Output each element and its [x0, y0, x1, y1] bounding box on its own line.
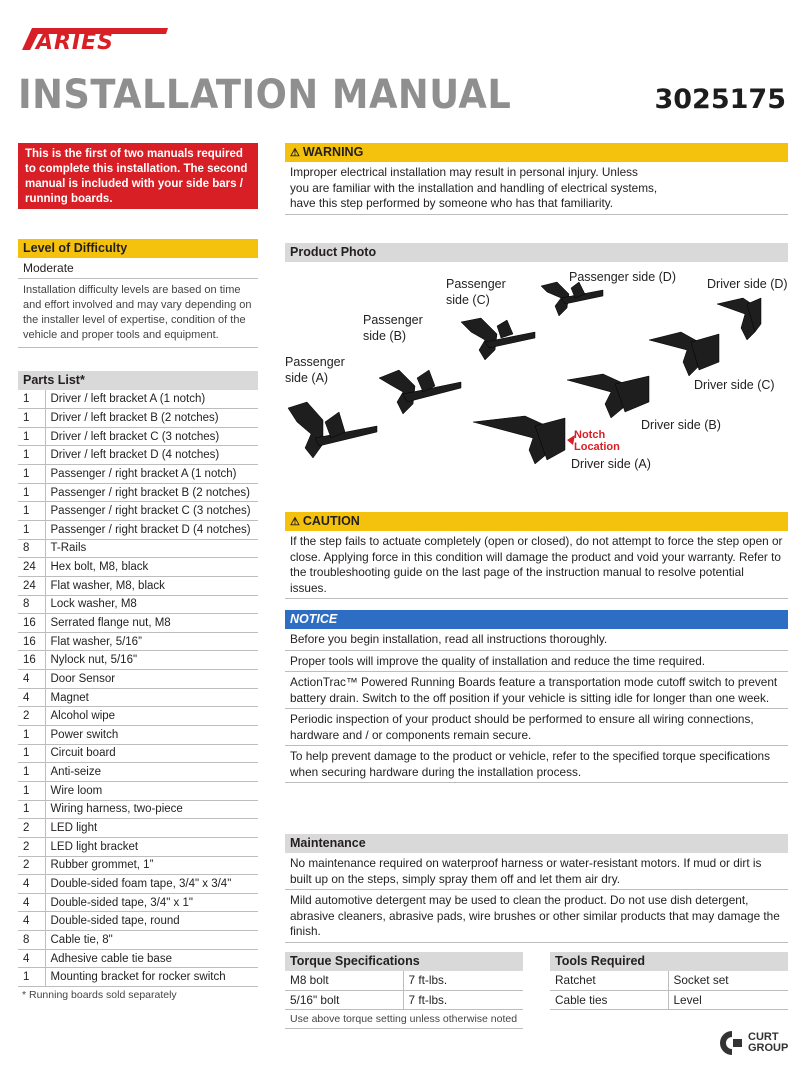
part-qty: 8	[18, 931, 45, 950]
part-qty: 1	[18, 390, 45, 409]
warning-section	[285, 143, 788, 215]
warning-title: WARNING	[302, 145, 364, 159]
part-name: Wiring harness, two-piece	[45, 800, 258, 819]
part-name: LED light bracket	[45, 837, 258, 856]
part-qty: 1	[18, 409, 45, 428]
part-name: Lock washer, M8	[45, 595, 258, 614]
difficulty-level: Moderate	[18, 258, 258, 279]
part-qty: 4	[18, 949, 45, 968]
part-qty: 16	[18, 614, 45, 633]
part-name: Anti-seize	[45, 763, 258, 782]
aries-logo	[18, 20, 170, 54]
notice-item: Before you begin installation, read all instructions thoroughly.	[285, 629, 788, 651]
part-name: Nylock nut, 5/16"	[45, 651, 258, 670]
part-name: Cable tie, 8"	[45, 931, 258, 950]
part-name: Driver / left bracket C (3 notches)	[45, 427, 258, 446]
parts-list-heading: Parts List*	[18, 371, 258, 390]
part-qty: 1	[18, 800, 45, 819]
part-qty: 1	[18, 726, 45, 745]
notice-item: Proper tools will improve the quality of installation and reduce the time required.	[285, 651, 788, 673]
part-qty: 8	[18, 595, 45, 614]
part-qty: 4	[18, 893, 45, 912]
label-notch-location: Notch Location	[574, 429, 620, 453]
label-passenger-d: Passenger side (D)	[569, 270, 676, 284]
table-row	[18, 651, 258, 670]
table-row	[18, 931, 258, 950]
label-driver-d: Driver side (D)	[707, 277, 788, 291]
table-row	[18, 427, 258, 446]
label-driver-c: Driver side (C)	[694, 378, 775, 392]
part-name: Adhesive cable tie base	[45, 949, 258, 968]
part-qty: 1	[18, 781, 45, 800]
tool-item: Level	[668, 990, 788, 1009]
torque-item: M8 bolt	[285, 971, 403, 990]
curt-logo-icon	[720, 1030, 744, 1056]
caution-heading	[285, 512, 788, 531]
table-row	[18, 856, 258, 875]
table-row	[18, 819, 258, 838]
table-row	[18, 409, 258, 428]
warning-line: you are familiar with the installation and handling of electrical systems,	[290, 180, 658, 195]
bracket-driver-c-icon	[649, 332, 719, 376]
table-row	[18, 968, 258, 987]
part-name: Passenger / right bracket A (1 notch)	[45, 465, 258, 484]
part-qty: 1	[18, 502, 45, 521]
torque-footnote: Use above torque setting unless otherwise noted	[285, 1010, 523, 1029]
part-name: LED light	[45, 819, 258, 838]
part-name: Flat washer, M8, black	[45, 576, 258, 595]
tools-section	[550, 952, 788, 1010]
part-name: Rubber grommet, 1”	[45, 856, 258, 875]
part-name: Driver / left bracket B (2 notches)	[45, 409, 258, 428]
table-row	[18, 576, 258, 595]
part-number: 3025175	[654, 84, 786, 115]
part-qty: 4	[18, 670, 45, 689]
caution-section	[285, 512, 788, 599]
part-name: Mounting bracket for rocker switch	[45, 968, 258, 987]
torque-section	[285, 952, 523, 1029]
part-qty: 4	[18, 912, 45, 931]
svg-text:ARIES: ARIES	[36, 30, 115, 54]
table-row	[18, 912, 258, 931]
torque-value: 7 ft-lbs.	[403, 990, 523, 1009]
warning-line: Improper electrical installation may result in personal injury. Unless	[290, 165, 638, 179]
table-row	[285, 971, 523, 990]
difficulty-description: Installation difficulty levels are based on time and effort involved and may vary depending on the installer level of expertise, condition of the vehicle and proper tools and equipment.	[18, 279, 258, 348]
table-row	[285, 990, 523, 1009]
part-qty: 2	[18, 837, 45, 856]
maintenance-section	[285, 834, 788, 943]
red-note: This is the first of two manuals required to complete this installation. The second manual is included with your side bars / running boards.	[18, 143, 258, 209]
part-qty: 24	[18, 558, 45, 577]
part-qty: 16	[18, 632, 45, 651]
part-qty: 1	[18, 520, 45, 539]
difficulty-section	[18, 239, 258, 348]
label-passenger-a: Passenger side (A)	[285, 355, 345, 385]
bracket-driver-d-icon	[717, 298, 761, 340]
part-name: Door Sensor	[45, 670, 258, 689]
warning-text	[285, 162, 788, 214]
maintenance-heading: Maintenance	[285, 834, 788, 853]
tools-table	[550, 971, 788, 1010]
tool-item: Cable ties	[550, 990, 668, 1009]
part-name: Serrated flange nut, M8	[45, 614, 258, 633]
table-row	[550, 990, 788, 1009]
torque-value: 7 ft-lbs.	[403, 971, 523, 990]
table-row	[18, 763, 258, 782]
part-qty: 1	[18, 446, 45, 465]
part-name: Magnet	[45, 688, 258, 707]
part-name: Circuit board	[45, 744, 258, 763]
maintenance-item: No maintenance required on waterproof harness or water-resistant motors. If mud or dirt is built up on the steps, simply spray them off and let them air dry.	[285, 853, 788, 890]
torque-heading: Torque Specifications	[285, 952, 523, 971]
part-name: Flat washer, 5/16”	[45, 632, 258, 651]
tools-heading: Tools Required	[550, 952, 788, 971]
table-row	[18, 483, 258, 502]
label-driver-b: Driver side (B)	[641, 418, 721, 432]
bracket-passenger-b-icon	[379, 370, 461, 414]
part-qty: 4	[18, 688, 45, 707]
notice-heading: NOTICE	[285, 610, 788, 629]
caution-text: If the step fails to actuate completely (open or closed), do not attempt to force the step open or close. Applying force in this condition will damage the product and void your warranty. Refer to the troubleshooting guide on the last page of the instruction manual to resolve potential issues.	[290, 534, 783, 595]
table-row	[18, 875, 258, 894]
table-row	[18, 595, 258, 614]
table-row	[18, 800, 258, 819]
curt-line-2: GROUP	[748, 1042, 789, 1054]
table-row	[18, 632, 258, 651]
part-name: Double-sided tape, round	[45, 912, 258, 931]
part-qty: 24	[18, 576, 45, 595]
bracket-passenger-a-icon	[288, 402, 377, 458]
parts-footnote: * Running boards sold separately	[22, 989, 177, 1001]
notice-item: To help prevent damage to the product or vehicle, refer to the specified torque specifications when securing hardware during the installation process.	[285, 746, 788, 783]
bracket-passenger-d-icon	[541, 282, 603, 316]
table-row	[18, 520, 258, 539]
bracket-driver-a-icon	[473, 416, 565, 464]
part-qty: 2	[18, 856, 45, 875]
part-name: Double-sided foam tape, 3/4" x 3/4"	[45, 875, 258, 894]
warning-line: have this step performed by someone who has that familiarity.	[290, 196, 614, 210]
part-qty: 1	[18, 968, 45, 987]
caution-title: CAUTION	[302, 514, 360, 528]
part-qty: 8	[18, 539, 45, 558]
table-row	[18, 949, 258, 968]
table-row	[18, 707, 258, 726]
part-qty: 2	[18, 707, 45, 726]
torque-item: 5/16" bolt	[285, 990, 403, 1009]
label-passenger-c: Passenger side (C)	[446, 277, 506, 307]
curt-group-logo	[720, 1030, 790, 1058]
bracket-driver-b-icon	[567, 374, 649, 418]
part-name: Wire loom	[45, 781, 258, 800]
maintenance-item: Mild automotive detergent may be used to clean the product. Do not use dish detergent, abrasive cleaners, abrasive pads, wire brushes or other similar products that may damage the finish.	[285, 890, 788, 943]
part-name: Alcohol wipe	[45, 707, 258, 726]
table-row	[18, 781, 258, 800]
torque-table	[285, 971, 523, 1010]
table-row	[18, 558, 258, 577]
part-name: Passenger / right bracket D (4 notches)	[45, 520, 258, 539]
difficulty-heading: Level of Difficulty	[18, 239, 258, 258]
product-photo-section	[285, 243, 788, 491]
tool-item: Socket set	[668, 971, 788, 990]
parts-table	[18, 390, 258, 987]
part-name: Driver / left bracket D (4 notches)	[45, 446, 258, 465]
part-qty: 1	[18, 483, 45, 502]
part-qty: 1	[18, 465, 45, 484]
part-qty: 1	[18, 427, 45, 446]
notice-section	[285, 610, 788, 783]
table-row	[18, 726, 258, 745]
label-passenger-b: Passenger side (B)	[363, 313, 423, 343]
bracket-passenger-c-icon	[461, 318, 535, 360]
table-row	[18, 539, 258, 558]
notice-item: Periodic inspection of your product should be performed to ensure all wiring connections, hardware and / or components remain secure.	[285, 709, 788, 746]
page-title: INSTALLATION MANUAL	[18, 72, 512, 118]
part-qty: 16	[18, 651, 45, 670]
label-driver-a: Driver side (A)	[571, 457, 651, 471]
warning-heading	[285, 143, 788, 162]
curt-logo-text	[748, 1032, 788, 1054]
warning-icon: ⚠	[290, 147, 300, 159]
part-name: Double-sided tape, 3/4" x 1"	[45, 893, 258, 912]
parts-list-section	[18, 371, 258, 1003]
table-row	[18, 446, 258, 465]
part-qty: 4	[18, 875, 45, 894]
table-row	[18, 893, 258, 912]
notice-item: ActionTrac™ Powered Running Boards feature a transportation mode cutoff switch to prevent battery drain. Switch to the off position if your vehicle is sitting idle for longer than one week.	[285, 672, 788, 709]
part-name: Driver / left bracket A (1 notch)	[45, 390, 258, 409]
table-row	[550, 971, 788, 990]
part-qty: 2	[18, 819, 45, 838]
table-row	[18, 688, 258, 707]
table-row	[18, 837, 258, 856]
table-row	[18, 670, 258, 689]
part-qty: 1	[18, 763, 45, 782]
curt-line-1: CURT	[748, 1031, 779, 1043]
part-name: Passenger / right bracket C (3 notches)	[45, 502, 258, 521]
part-name: Hex bolt, M8, black	[45, 558, 258, 577]
part-qty: 1	[18, 744, 45, 763]
product-photo-heading: Product Photo	[285, 243, 788, 262]
table-row	[18, 465, 258, 484]
part-name: T-Rails	[45, 539, 258, 558]
part-name: Power switch	[45, 726, 258, 745]
table-row	[18, 502, 258, 521]
caution-icon: ⚠	[290, 516, 300, 528]
table-row	[18, 744, 258, 763]
part-name: Passenger / right bracket B (2 notches)	[45, 483, 258, 502]
table-row	[18, 614, 258, 633]
table-row	[18, 390, 258, 409]
tool-item: Ratchet	[550, 971, 668, 990]
